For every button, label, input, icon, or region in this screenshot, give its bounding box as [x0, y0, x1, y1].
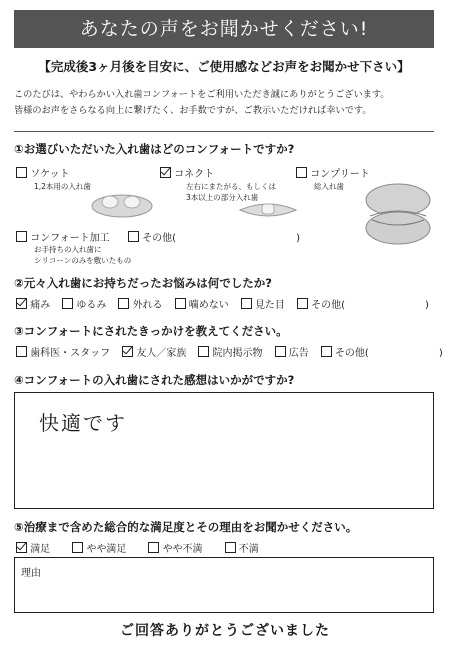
q4-handwritten-answer: 快適です: [39, 411, 127, 435]
q1-complete-checkbox[interactable]: [296, 167, 307, 178]
q5-reason-box[interactable]: [14, 557, 434, 613]
q5-option-satisfied[interactable]: [16, 540, 50, 555]
denture-socket-image: [88, 188, 156, 220]
q3-friend-family-checkbox[interactable]: [122, 346, 133, 357]
q2-appearance-label: 見た目: [254, 300, 285, 311]
q3-friend-family-label: 友人／家族: [136, 348, 187, 359]
q2-loose-checkbox[interactable]: [62, 298, 73, 309]
q3-option-advertisement[interactable]: [275, 344, 309, 359]
q5-option-dissatisfied[interactable]: [225, 540, 259, 555]
q5-option-somewhat-dissatisfied[interactable]: [148, 540, 202, 555]
q2-pain-label: 痛み: [30, 300, 51, 311]
q2-cannot-chew-label: 噛めない: [188, 300, 229, 311]
q5-option-somewhat-satisfied[interactable]: [72, 540, 126, 555]
q1-socket-label: ソケット: [30, 169, 70, 180]
q5-somewhat-satisfied-checkbox[interactable]: [72, 542, 83, 553]
q3-other-label: その他( ): [334, 348, 443, 359]
intro-line-2: 皆様のお声をさらなる向上に繋げたく、お手数ですが、ご教示いただければ幸いです。: [14, 105, 372, 116]
q4-question: ④コンフォートの入れ歯にされた感想はいかがですか?: [14, 373, 295, 387]
q5-reason-label: 理由: [21, 568, 41, 579]
page-subtitle: 【完成後3ヶ月後を目安に、ご使用感などお声をお聞かせ下さい】: [38, 59, 410, 74]
q3-option-friend-family[interactable]: [122, 344, 186, 359]
q1-socket-checkbox[interactable]: [16, 167, 27, 178]
q3-other-checkbox[interactable]: [321, 346, 332, 357]
q1-complete-label: コンプリート: [310, 169, 370, 180]
q1-option-complete[interactable]: [296, 165, 370, 180]
q3-option-other[interactable]: [321, 344, 443, 359]
q2-option-loose[interactable]: [62, 296, 106, 311]
q3-advertisement-label: 広告: [288, 348, 309, 359]
q1-option-connect[interactable]: [160, 165, 214, 180]
divider: [14, 131, 434, 132]
q1-other-checkbox[interactable]: [128, 231, 139, 242]
q5-somewhat-satisfied-label: やや満足: [86, 544, 127, 555]
intro-line-1: このたびは、やわらかい入れ歯コンフォートをご利用いただき誠にありがとうございます。: [14, 89, 390, 100]
q3-option-dentist-staff[interactable]: [16, 344, 110, 359]
q1-complete-note: 総入れ歯: [314, 182, 344, 191]
q1-connect-note-1: 左右にまたがる、もしくは: [186, 182, 276, 191]
q3-options: [16, 344, 450, 359]
q1-comfort-process-note-1: お手持ちの入れ歯に: [34, 245, 102, 254]
q3-advertisement-checkbox[interactable]: [275, 346, 286, 357]
q5-question: ⑤治療まで含めた総合的な満足度とその理由をお聞かせください。: [14, 520, 358, 534]
denture-connect-image: [236, 196, 300, 224]
q5-dissatisfied-checkbox[interactable]: [225, 542, 236, 553]
q5-dissatisfied-label: 不満: [238, 544, 259, 555]
q2-option-other[interactable]: [297, 296, 429, 311]
q2-falls-out-label: 外れる: [132, 300, 163, 311]
q2-options: [16, 296, 441, 311]
q1-option-comfort-process[interactable]: [16, 229, 110, 244]
q2-option-falls-out[interactable]: [118, 296, 162, 311]
q2-appearance-checkbox[interactable]: [241, 298, 252, 309]
q2-option-cannot-chew[interactable]: [175, 296, 229, 311]
q1-connect-checkbox[interactable]: [160, 167, 171, 178]
q3-clinic-poster-label: 院内掲示物: [212, 348, 263, 359]
q3-option-clinic-poster[interactable]: [198, 344, 262, 359]
q2-question: ②元々入れ歯にお持ちだったお悩みは何でしたか?: [14, 276, 272, 290]
q4-answer-box[interactable]: [14, 392, 434, 509]
q3-dentist-staff-label: 歯科医・スタッフ: [30, 348, 111, 359]
q1-option-socket[interactable]: [16, 165, 70, 180]
q2-loose-label: ゆるみ: [76, 300, 107, 311]
q3-clinic-poster-checkbox[interactable]: [198, 346, 209, 357]
q1-comfort-process-label: コンフォート加工: [30, 233, 110, 244]
q3-question: ③コンフォートにされたきっかけを教えてください。: [14, 324, 288, 338]
q5-somewhat-dissatisfied-label: やや不満: [162, 544, 203, 555]
q1-option-other[interactable]: [128, 229, 300, 244]
page-header: あなたの声をお聞かせください!: [14, 10, 434, 48]
q1-comfort-process-checkbox[interactable]: [16, 231, 27, 242]
q5-satisfied-checkbox[interactable]: [16, 542, 27, 553]
q1-connect-note-2: 3本以上の部分入れ歯: [186, 193, 259, 202]
q2-option-appearance[interactable]: [241, 296, 285, 311]
q2-other-checkbox[interactable]: [297, 298, 308, 309]
intro-text: [14, 87, 444, 119]
q1-connect-label: コネクト: [174, 169, 215, 180]
q1-socket-note: 1,2本用の入れ歯: [34, 182, 91, 191]
q5-satisfied-label: 満足: [30, 544, 51, 555]
q3-dentist-staff-checkbox[interactable]: [16, 346, 27, 357]
q2-pain-checkbox[interactable]: [16, 298, 27, 309]
q1-comfort-process-note-2: シリコーンのみを敷いたもの: [34, 256, 132, 265]
q1-other-label: その他( ): [142, 233, 300, 244]
q1-question: ①お選びいただいた入れ歯はどのコンフォートですか?: [14, 142, 295, 156]
q2-other-label: その他( ): [311, 300, 429, 311]
q2-falls-out-checkbox[interactable]: [118, 298, 129, 309]
footer-thanks: ご回答ありがとうございました: [120, 623, 330, 639]
q5-somewhat-dissatisfied-checkbox[interactable]: [148, 542, 159, 553]
denture-complete-image: [360, 176, 436, 252]
q2-cannot-chew-checkbox[interactable]: [175, 298, 186, 309]
q5-options: [16, 540, 271, 555]
q2-option-pain[interactable]: [16, 296, 50, 311]
